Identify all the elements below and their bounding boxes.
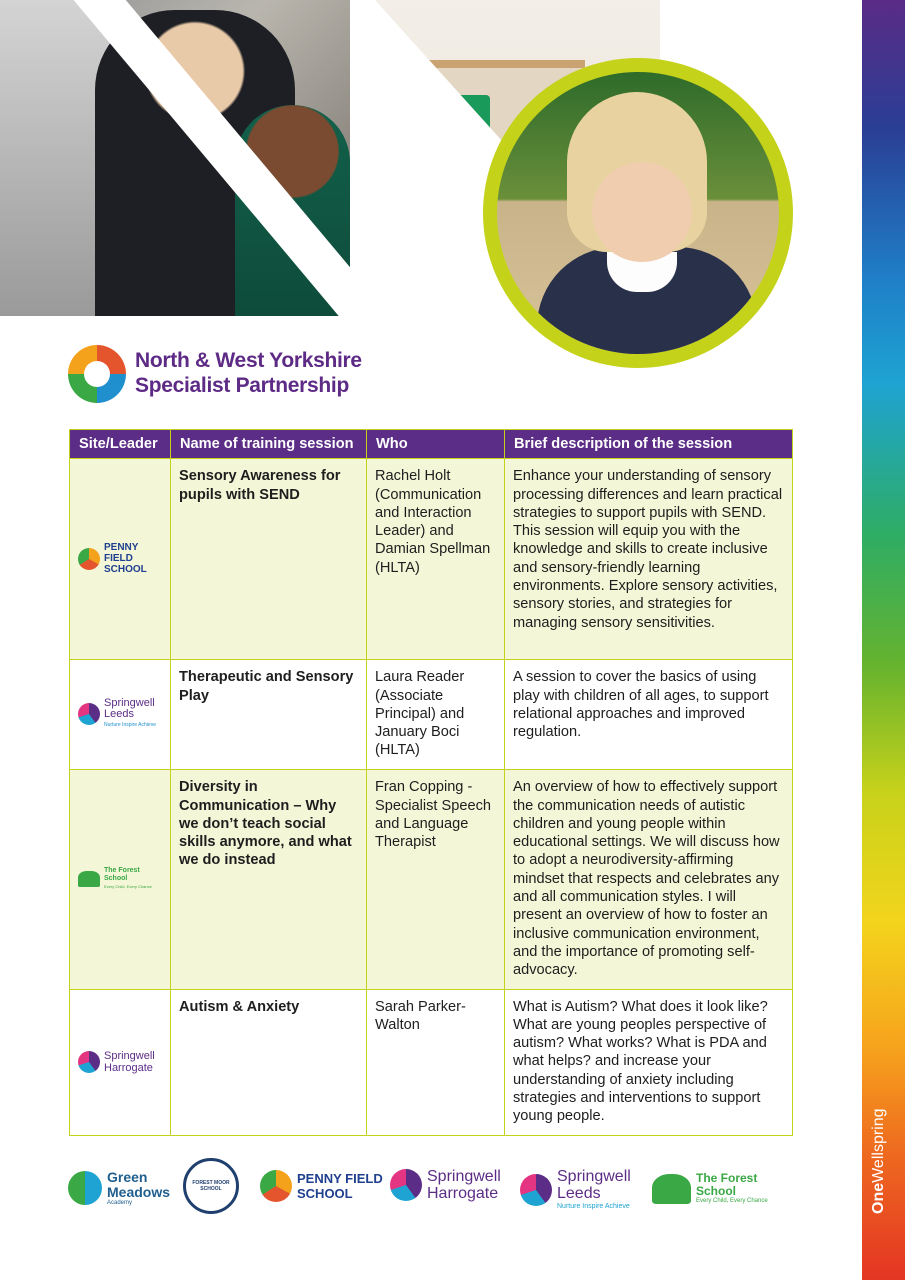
partnership-logo	[68, 345, 368, 405]
green-meadows-logo: Green Meadows Academy	[68, 1170, 170, 1206]
session-name: Therapeutic and Sensory Play	[171, 660, 367, 770]
forest-school-logo: The Forest School Every Child, Every Chance	[78, 867, 162, 891]
hands-logo-icon	[68, 345, 126, 403]
tree-icon	[652, 1174, 691, 1204]
one-wellspring-brand: OneWellspring	[870, 1108, 887, 1214]
table-row	[70, 989, 793, 1135]
penny-field-icon	[78, 548, 100, 570]
session-description: Enhance your understanding of sensory processing differences and learn practical strategies to support pupils with SEND. This session will equip you with the knowledge and skills to create inclusive and sensory-friendly learning environments. Explore sensory activities, sensory stories, and strategies for managing sensory sensitivities.	[505, 459, 793, 660]
springwell-leeds-logo: Springwell Leeds Nurture Inspire Achieve	[78, 698, 162, 731]
springwell-icon	[390, 1169, 422, 1201]
session-name: Autism & Anxiety	[171, 989, 367, 1135]
session-who: Fran Copping - Specialist Speech and Language Therapist	[367, 770, 505, 989]
session-who: Rachel Holt (Communication and Interaction Leader) and Damian Spellman (HLTA)	[367, 459, 505, 660]
session-description: A session to cover the basics of using play with children of all ages, to support relational approaches and improved regulation.	[505, 660, 793, 770]
forest-school-footer-logo: The Forest School Every Child, Every Chance	[652, 1172, 798, 1205]
site-logo-cell	[70, 660, 171, 770]
table-row	[70, 770, 793, 989]
rainbow-sidebar	[862, 0, 905, 1280]
forest-moor-badge-icon: FOREST MOOR SCHOOL	[183, 1158, 239, 1214]
session-description: An overview of how to effectively support the communication needs of autistic children and young people within educational settings. We will discuss how to adopt a neurodiversity-affirming mindset that respects and celebrates any and all communication styles. I will present an overview of how to foster an inclusive communication environment, and the importance of promoting self-advocacy.	[505, 770, 793, 989]
photo-teacher-and-pupil	[0, 0, 350, 316]
session-name: Diversity in Communication – Why we don’t teach social skills anymore, and what we do instead	[171, 770, 367, 989]
session-name: Sensory Awareness for pupils with SEND	[171, 459, 367, 660]
penny-field-footer-logo: PENNY FIELD SCHOOL	[260, 1170, 383, 1202]
header-description: Brief description of the session	[505, 430, 793, 459]
header-site-leader: Site/Leader	[70, 430, 171, 459]
springwell-harrogate-logo: Springwell Harrogate	[78, 1050, 162, 1074]
table-row	[70, 660, 793, 770]
table-row	[70, 459, 793, 660]
penny-field-icon	[260, 1170, 292, 1202]
footer-school-logos	[68, 1158, 798, 1222]
springwell-leeds-footer-logo: Springwell Leeds Nurture Inspire Achieve	[520, 1168, 631, 1211]
site-logo-cell	[70, 770, 171, 989]
site-logo-cell	[70, 989, 171, 1135]
site-logo-cell	[70, 459, 171, 660]
header-who: Who	[367, 430, 505, 459]
partnership-name: North & West Yorkshire Specialist Partnership	[135, 349, 362, 397]
table-header-row	[70, 430, 793, 459]
photo-gap	[350, 0, 375, 316]
penny-field-logo: PENNY FIELD SCHOOL	[78, 542, 162, 575]
session-who: Sarah Parker-Walton	[367, 989, 505, 1135]
training-sessions-table	[69, 429, 793, 1136]
session-description: What is Autism? What does it look like? What are young peoples perspective of autism? What works? What is PDA and what helps? and increase your understanding of anxiety including strategies and interventions to support young people.	[505, 989, 793, 1135]
springwell-harrogate-footer-logo: Springwell Harrogate	[390, 1168, 501, 1202]
springwell-icon	[520, 1174, 552, 1206]
green-meadows-icon	[68, 1171, 102, 1205]
session-who: Laura Reader (Associate Principal) and January Boci (HLTA)	[367, 660, 505, 770]
springwell-icon	[78, 1051, 100, 1073]
tree-icon	[78, 871, 100, 887]
forest-moor-logo	[183, 1158, 239, 1214]
springwell-icon	[78, 703, 100, 725]
header-session-name: Name of training session	[171, 430, 367, 459]
photo-girl-playing	[497, 72, 779, 354]
